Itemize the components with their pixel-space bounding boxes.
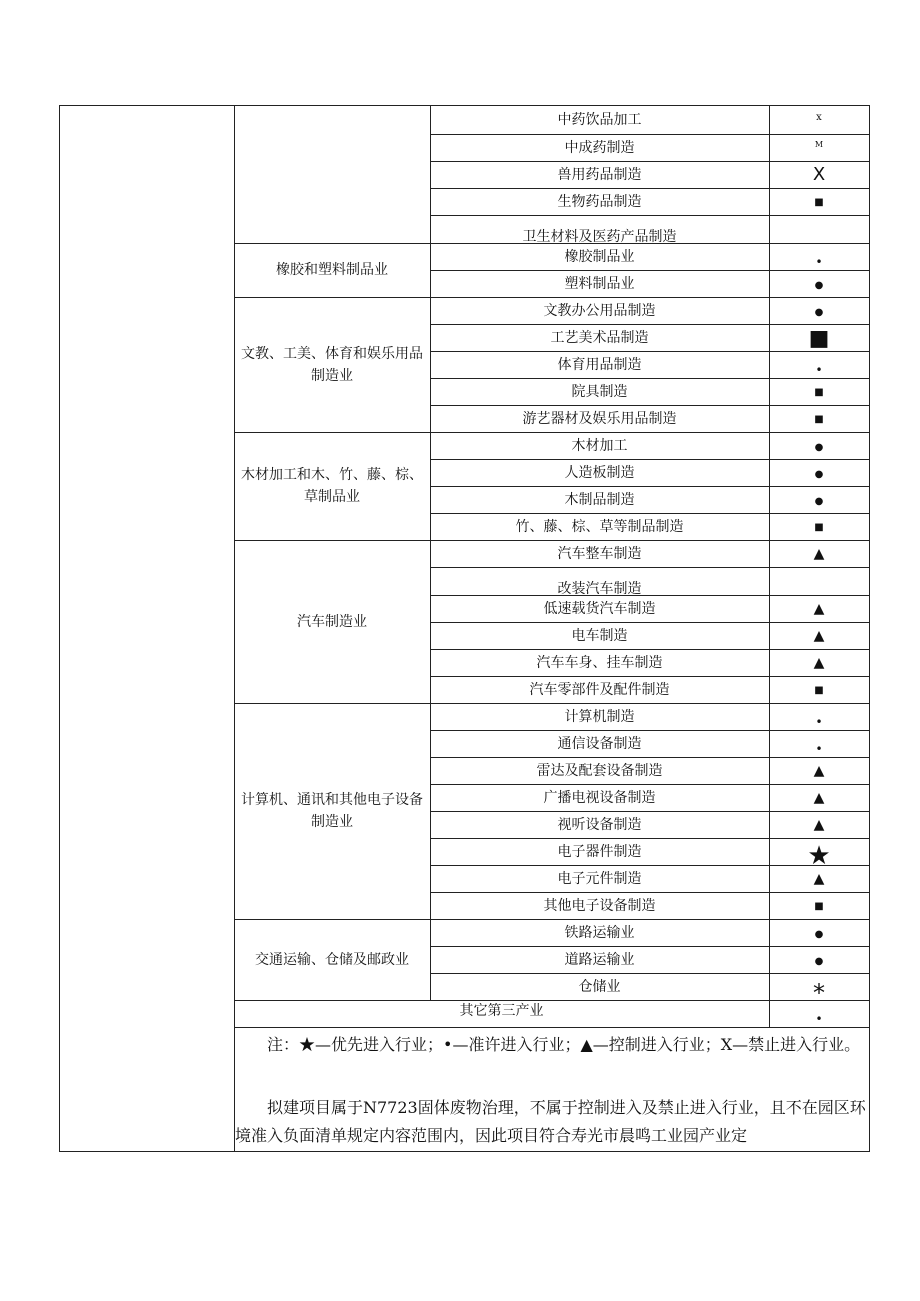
subindustry-name: 仓储业 [578, 978, 621, 995]
subindustry-name: 电车制造 [571, 627, 628, 644]
access-symbol: ▲ [813, 545, 825, 562]
access-symbol: ■ [814, 901, 824, 912]
subindustry-name: 中药饮品加工 [557, 112, 642, 128]
access-symbol: ▲ [813, 762, 825, 779]
industry-category: 文教、工美、体育和娱乐用品制造业 [241, 345, 423, 384]
legend-note: 注：★—优先进入行业；•—准许进入行业；▲—控制进入行业；X—禁止进入行业。 [267, 1035, 861, 1054]
industry-category: 橡胶和塑料制品业 [276, 262, 388, 278]
subindustry-name: 汽车整车制造 [557, 545, 642, 562]
subindustry-name: 通信设备制造 [557, 735, 642, 752]
subindustry-name: 汽车车身、挂车制造 [536, 654, 663, 671]
subindustry-name: 人造板制造 [564, 464, 635, 481]
industry-category: 交通运输、仓储及邮政业 [255, 951, 409, 968]
access-symbol: ■ [808, 326, 830, 351]
subindustry-name: 卫生材料及医药产品制造 [522, 229, 677, 245]
subindustry-name: 体育用品制造 [557, 356, 642, 373]
subindustry-name: 工艺美术品制造 [550, 329, 649, 346]
subindustry-name: 木材加工 [571, 437, 628, 454]
access-symbol: ■ [814, 685, 824, 696]
subindustry-name: 低速载货汽车制造 [543, 600, 656, 617]
subindustry-name: 生物药品制造 [557, 193, 642, 210]
access-symbol: ▲ [813, 654, 825, 671]
access-symbol: ▲ [813, 789, 825, 806]
access-symbol: ● [814, 929, 824, 940]
subindustry-name: 视听设备制造 [557, 816, 642, 833]
access-symbol: ■ [814, 522, 824, 533]
access-symbol: ● [814, 469, 824, 480]
access-symbol: ▲ [813, 627, 825, 644]
access-symbol: ● [814, 280, 824, 291]
access-symbol: * [813, 978, 825, 1007]
subindustry-name: 计算机制造 [564, 708, 635, 725]
subindustry-name: 塑料制品业 [564, 275, 635, 292]
subindustry-name: 汽车零部件及配件制造 [529, 681, 670, 698]
industry-category: 汽车制造业 [297, 613, 367, 630]
industry-access-table [59, 105, 870, 1152]
access-symbol: ● [814, 956, 824, 967]
access-symbol: x [816, 111, 822, 123]
access-symbol: ■ [814, 387, 824, 398]
subindustry-name: 电子元件制造 [557, 870, 642, 887]
access-symbol: ▲ [813, 816, 825, 833]
subindustry-name: 道路运输业 [564, 951, 635, 968]
access-symbol: X [812, 164, 826, 185]
access-symbol: • [815, 1011, 823, 1026]
subindustry-name: 其他电子设备制造 [543, 897, 656, 914]
industry-category: 计算机、通讯和其他电子设备制造业 [241, 792, 423, 830]
subindustry-name: 竹、藤、棕、草等制品制造 [515, 518, 684, 535]
other-industry-label: 其它第三产业 [459, 1003, 544, 1019]
subindustry-name: 铁路运输业 [564, 924, 635, 941]
access-symbol: • [815, 741, 823, 756]
subindustry-name: 院具制造 [571, 383, 628, 400]
subindustry-name: 雷达及配套设备制造 [536, 762, 663, 779]
access-symbol: M [814, 140, 824, 149]
access-symbol: • [815, 714, 823, 729]
subindustry-name: 改装汽车制造 [557, 581, 642, 597]
subindustry-name: 电子器件制造 [557, 843, 642, 860]
access-symbol: ● [814, 442, 824, 453]
access-symbol: ● [814, 496, 824, 507]
industry-category: 木材加工和木、竹、藤、棕、草制品业 [241, 467, 423, 505]
access-symbol: • [815, 362, 823, 377]
subindustry-name: 橡胶制品业 [564, 248, 635, 265]
access-symbol: ▲ [813, 870, 825, 887]
access-symbol: ■ [814, 414, 824, 425]
conclusion-text: 拟建项目属于N7723固体废物治理，不属于控制进入及禁止进入行业，且不在园区环境准入负面清单规定内容范围内，因此项目符合寿光市晨鸣工业园产业定 [235, 1098, 866, 1145]
subindustry-name: 木制品制造 [564, 491, 635, 508]
subindustry-name: 游艺器材及娱乐用品制造 [522, 410, 677, 427]
access-symbol: ● [814, 307, 824, 318]
access-symbol: ■ [814, 197, 824, 208]
subindustry-name: 中成药制造 [564, 139, 635, 156]
subindustry-name: 广播电视设备制造 [543, 789, 656, 806]
subindustry-name: 文教办公用品制造 [543, 302, 656, 319]
access-symbol: • [815, 254, 823, 269]
access-symbol: ▲ [813, 600, 825, 617]
access-symbol: ★ [807, 840, 831, 871]
subindustry-name: 兽用药品制造 [557, 166, 642, 183]
